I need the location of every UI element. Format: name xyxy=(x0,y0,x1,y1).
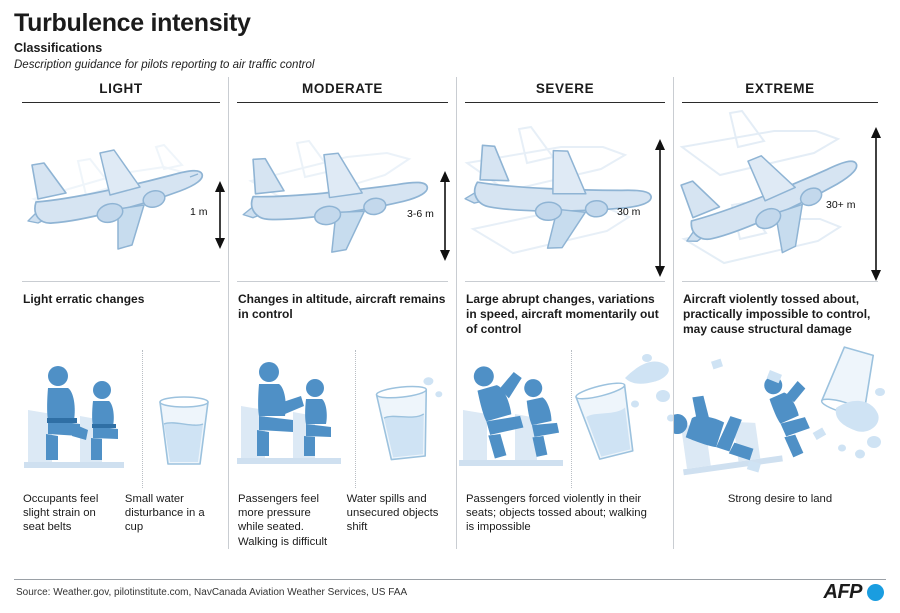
passengers-pressure-icon xyxy=(229,344,457,492)
scene-divider xyxy=(571,350,572,488)
column-description-severe: Large abrupt changes, variations in speed, aircraft momentarily out of control xyxy=(466,291,659,337)
passengers-tossed-icon xyxy=(457,344,674,492)
column-heading-moderate: MODERATE xyxy=(301,80,384,96)
footer xyxy=(0,579,900,613)
water-glass-spilling-icon xyxy=(375,375,448,459)
captions-light xyxy=(14,492,228,535)
passengers-seated-icon xyxy=(14,344,228,492)
captions-severe xyxy=(457,492,673,535)
page-description: Description guidance for pilots reporting to air traffic control xyxy=(14,58,315,71)
afp-logo-dot-icon xyxy=(867,584,884,601)
page-title: Turbulence intensity xyxy=(14,9,251,37)
altitude-label-light: 1 m xyxy=(190,205,208,218)
altitude-label-moderate: 3-6 m xyxy=(407,207,434,220)
classification-columns xyxy=(14,77,886,549)
plane-illustration-light xyxy=(14,103,228,281)
water-splash xyxy=(625,354,674,422)
column-heading-extreme: EXTREME xyxy=(745,80,815,96)
altitude-label-extreme: 30+ m xyxy=(826,198,856,211)
scene-light xyxy=(14,344,228,492)
altitude-arrow-extreme xyxy=(856,127,896,283)
scene-divider xyxy=(355,350,356,488)
footer-divider xyxy=(14,579,886,580)
scene-extreme xyxy=(674,344,886,492)
captions-moderate xyxy=(229,492,456,549)
column-description-moderate: Changes in altitude, aircraft remains in control xyxy=(238,291,446,321)
afp-logo xyxy=(824,581,885,604)
passengers-thrown-icon xyxy=(674,344,887,492)
captions-extreme xyxy=(674,492,886,506)
caption-light-2: Small water disturbance in a cup xyxy=(124,492,205,534)
plane-illustration-extreme xyxy=(674,103,886,281)
page-subtitle: Classifications xyxy=(14,40,103,55)
column-heading-severe: SEVERE xyxy=(535,80,595,96)
plane-svg-moderate xyxy=(229,103,457,281)
water-glass-icon xyxy=(160,397,208,464)
source-note: Source: Weather.gov, pilotinstitute.com, NavCanada Aviation Weather Services, US FAA xyxy=(16,587,408,598)
scene-divider xyxy=(142,350,143,488)
caption-severe-1: Passengers forced violently in their seats; objects tossed about; walking is impossible xyxy=(466,492,647,534)
column-extreme xyxy=(673,77,886,549)
column-moderate xyxy=(228,77,456,549)
airplane-icon xyxy=(240,144,430,261)
airplane-icon xyxy=(28,150,202,249)
caption-light-1: Occupants feel slight strain on seat belts xyxy=(23,492,99,534)
plane-illustration-moderate xyxy=(229,103,456,281)
scene-severe xyxy=(457,344,673,492)
column-description-extreme: Aircraft violently tossed about, practically impossible to control, may cause structural damage xyxy=(683,291,871,337)
scene-moderate xyxy=(229,344,456,492)
column-heading-light: LIGHT xyxy=(99,80,143,96)
header xyxy=(14,0,886,71)
caption-moderate-1: Passengers feel more pressure while seated. Walking is difficult xyxy=(238,492,328,548)
column-light xyxy=(14,77,228,549)
airplane-icon xyxy=(458,129,657,269)
caption-extreme-1: Strong desire to land xyxy=(727,492,833,505)
plane-svg-light xyxy=(14,103,228,281)
column-severe xyxy=(456,77,673,549)
flying-objects xyxy=(711,358,826,472)
altitude-label-severe: 30 m xyxy=(617,205,641,218)
caption-moderate-2: Water spills and unsecured objects shift xyxy=(346,492,439,534)
water-glass-splashing-icon xyxy=(575,380,641,461)
afp-logo-text: AFP xyxy=(823,581,862,603)
column-description-light: Light erratic changes xyxy=(23,291,145,306)
plane-illustration-severe xyxy=(457,103,673,281)
